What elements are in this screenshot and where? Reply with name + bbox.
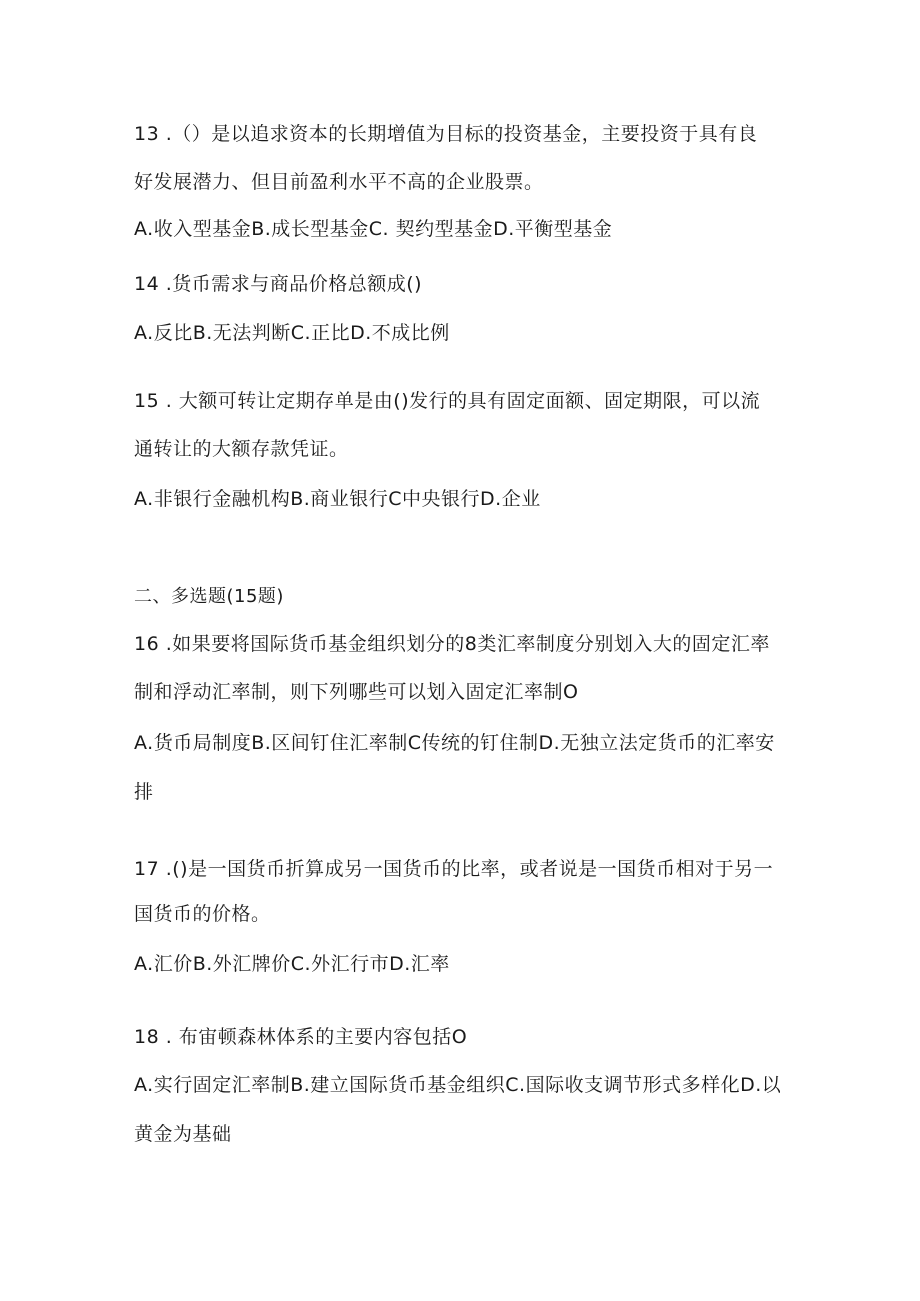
section-heading-multiple-choice: 二、多选题(15题)	[134, 586, 284, 607]
question-16-stem-line-1: 16 .如果要将国际货币基金组织划分的8类汇率制度分别划入大的固定汇率	[134, 633, 770, 655]
question-15-options: A.非银行金融机构B.商业银行C中央银行D.企业	[134, 488, 541, 510]
question-15-stem-line-1: 15 . 大额可转让定期存单是由()发行的具有固定面额、固定期限，可以流	[134, 390, 761, 412]
question-18-options-line-1: A.实行固定汇率制B.建立国际货币基金组织C.国际收支调节形式多样化D.以	[134, 1074, 782, 1096]
question-18-options-line-2: 黄金为基础	[134, 1123, 232, 1145]
question-13-options: A.收入型基金B.成长型基金C. 契约型基金D.平衡型基金	[134, 218, 613, 240]
question-13-stem-line-1: 13 .（）是以追求资本的长期增值为目标的投资基金，主要投资于具有良	[134, 123, 758, 145]
question-14-stem: 14 .货币需求与商品价格总额成()	[134, 273, 423, 295]
question-17-stem-line-2: 国货币的价格。	[134, 903, 271, 925]
question-16-options-line-1: A.货币局制度B.区间钉住汇率制C传统的钉住制D.无独立法定货币的汇率安	[134, 732, 775, 754]
question-14-options: A.反比B.无法判断C.正比D.不成比例	[134, 322, 450, 344]
question-16-options-line-2: 排	[134, 781, 154, 803]
question-16-stem-line-2: 制和浮动汇率制，则下列哪些可以划入固定汇率制O	[134, 681, 579, 703]
question-18-stem: 18 . 布宙顿森林体系的主要内容包括O	[134, 1026, 468, 1048]
question-17-stem-line-1: 17 .()是一国货币折算成另一国货币的比率，或者说是一国货币相对于另一	[134, 858, 774, 880]
question-13-stem-line-2: 好发展潜力、但目前盈利水平不高的企业股票。	[134, 171, 544, 193]
question-17-options: A.汇价B.外汇牌价C.外汇行市D.汇率	[134, 953, 450, 975]
question-15-stem-line-2: 通转让的大额存款凭证。	[134, 438, 349, 460]
